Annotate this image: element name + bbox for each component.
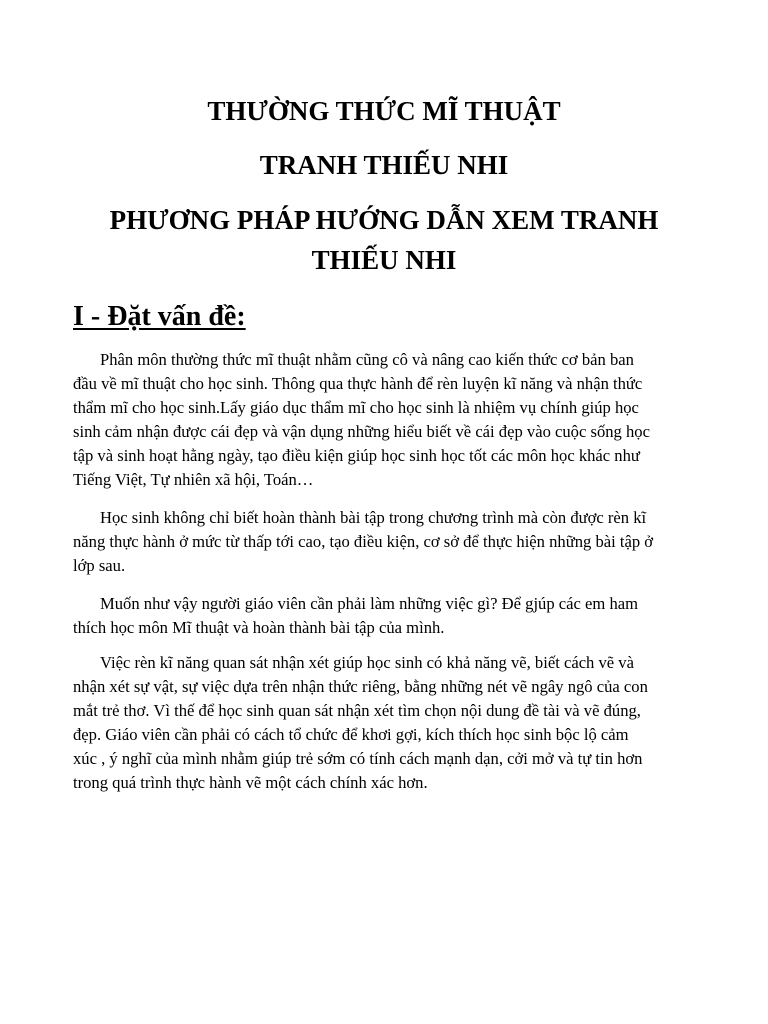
document-title-line-3: PHƯƠNG PHÁP HƯỚNG DẪN XEM TRANH: [109, 205, 659, 235]
paragraph-line: Tiếng Việt, Tự nhiên xã hội, Toán…: [73, 470, 314, 489]
paragraph-line: trong quá trình thực hành vẽ một cách chính xác hơn.: [73, 773, 428, 792]
paragraph-line: thích học môn Mĩ thuật và hoàn thành bài tập của mình.: [73, 618, 445, 637]
paragraph-line: xúc , ý nghĩ của mình nhằm giúp trẻ sớm có tính cách mạnh dạn, cởi mở và tự tin hơn: [73, 749, 643, 768]
paragraph-line: đẹp. Giáo viên cần phải có cách tổ chức để khơi gợi, kích thích học sinh bộc lộ cảm: [73, 725, 629, 744]
document-title-line-1: THƯỜNG THỨC MĨ THUẬT: [207, 96, 561, 126]
paragraph-line: Muốn như vậy người giáo viên cần phải làm những việc gì? Để gjúp các em ham: [100, 594, 639, 613]
paragraph-line: sinh cảm nhận được cái đẹp và vận dụng những hiểu biết về cái đẹp vào cuộc sống học: [73, 422, 650, 441]
paragraph-line: tập và sinh hoạt hằng ngày, tạo điều kiện giúp học sinh học tốt các môn học khác như: [73, 446, 640, 465]
document-title-line-4: THIẾU NHI: [311, 245, 457, 275]
section-heading: I - Đặt vấn đề:: [73, 301, 246, 332]
paragraph-line: nhận xét sự vật, sự việc dựa trên nhận thức riêng, bằng những nét vẽ ngây ngô của con: [73, 677, 648, 696]
paragraph-line: lớp sau.: [73, 556, 126, 575]
paragraph-line: Việc rèn kĩ năng quan sát nhận xét giúp học sinh có khả năng vẽ, biết cách vẽ và: [100, 653, 634, 672]
paragraph-line: Học sinh không chỉ biết hoàn thành bài tập trong chương trình mà còn được rèn kĩ: [100, 508, 647, 527]
document-title-line-2: TRANH THIẾU NHI: [259, 150, 509, 180]
paragraph-line: đầu về mĩ thuật cho học sinh. Thông qua thực hành để rèn luyện kĩ năng và nhận thức: [73, 374, 643, 393]
paragraph-line: Phân môn thường thức mĩ thuật nhằm cũng cô và nâng cao kiến thức cơ bản ban: [100, 350, 634, 369]
paragraph-line: năng thực hành ở mức từ thấp tới cao, tạo điều kiện, cơ sở để thực hiện những bài tập ở: [73, 532, 654, 551]
paragraph-line: mắt trẻ thơ. Vì thế để học sinh quan sát nhận xét tìm chọn nội dung đề tài và vẽ đúng,: [73, 701, 641, 720]
paragraph-line: thẩm mĩ cho học sinh.Lấy giáo dục thẩm mĩ cho học sinh là nhiệm vụ chính giúp học: [73, 398, 639, 417]
